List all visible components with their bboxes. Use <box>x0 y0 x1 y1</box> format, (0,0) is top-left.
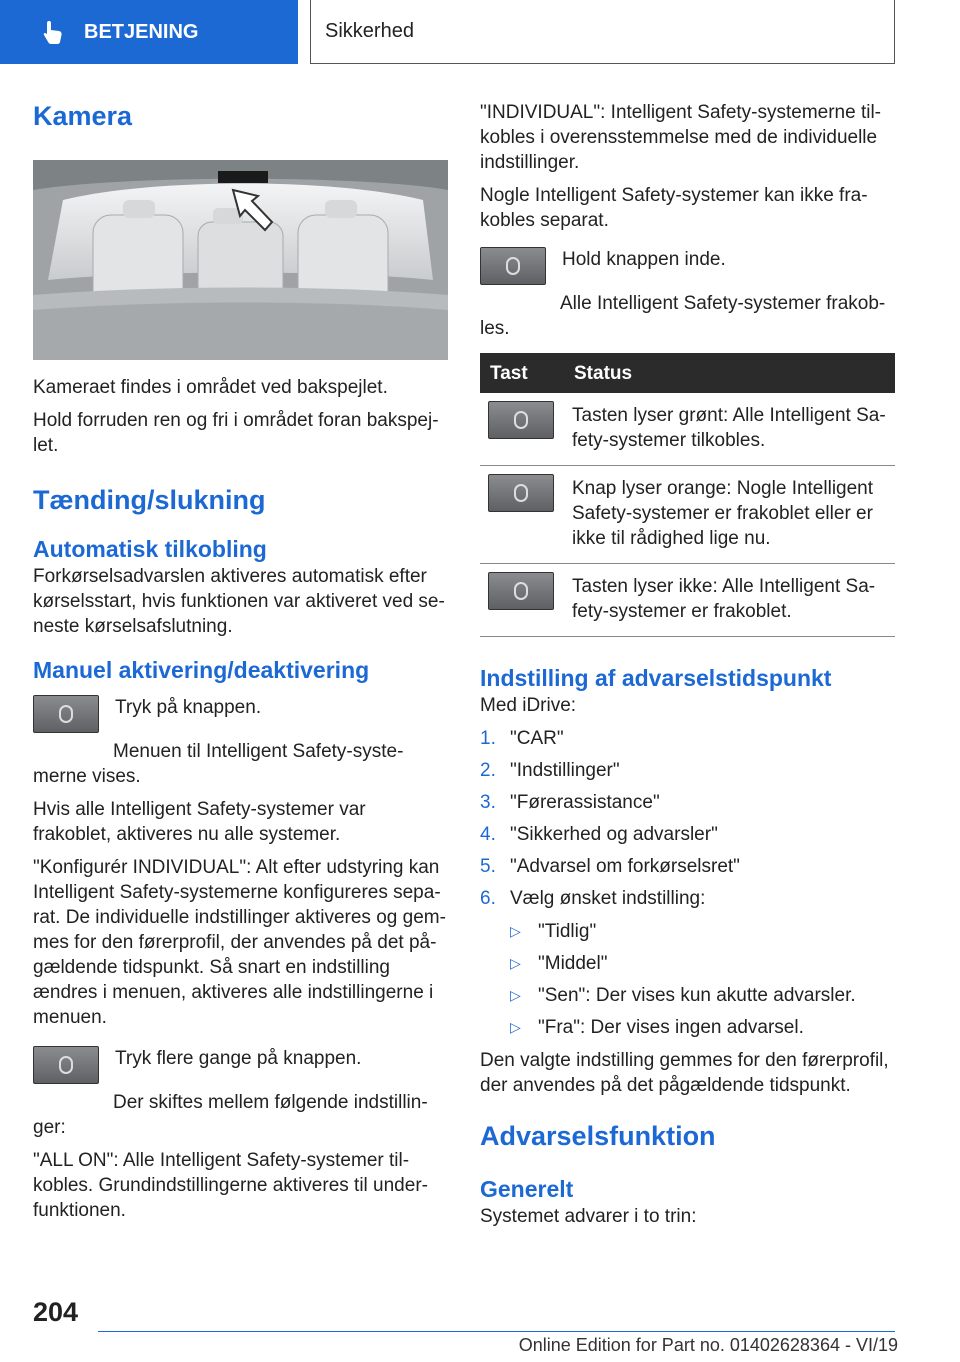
footer-divider <box>98 1331 895 1332</box>
heading-advarselsfunktion: Advarselsfunktion <box>480 1121 716 1151</box>
triangle-bullet-icon: ▷ <box>510 923 521 939</box>
heading-automatisk-tilkobling: Automatisk tilkobling <box>33 536 267 562</box>
btn3-line-1: Hold knappen inde. <box>562 249 726 270</box>
list-item: 4. "Sikkerhed og advarsler" <box>480 824 718 845</box>
manuel-paragraph-2: "Konfigurér INDIVIDUAL": Alt efter udstyring kan Intelligent Safety-systemerne konfigureres sepa-rat. De individuelle indstillinger aktiveres og gem-mes for den førerprofil, der anvendes på det på-gældende tidspunkt. Så snart en indstilling ændres i menuen, aktiveres alle indstillingerne i menuen. <box>33 857 446 1028</box>
table-header-tast: Tast <box>480 353 564 393</box>
edition-text: Online Edition for Part no. 01402628364 - VI/19 <box>518 1335 898 1355</box>
triangle-bullet-icon: ▷ <box>510 1019 521 1035</box>
subsection-tab <box>310 0 895 64</box>
triangle-bullet-icon: ▷ <box>510 955 521 971</box>
list-item: 6. Vælg ønsket indstilling: <box>480 888 706 909</box>
hand-pointer-icon <box>40 19 66 45</box>
kamera-paragraph-2: Hold forruden ren og fri i området foran bakspej-let. <box>33 410 439 456</box>
table-row <box>480 466 895 564</box>
auto-paragraph: Forkørselsadvarslen aktiveres automatisk efter kørselsstart, hvis funktionen var aktiveret ved se-neste kørselsafslutning. <box>33 566 445 637</box>
table-row <box>480 393 895 466</box>
intelligent-safety-button-icon <box>480 247 546 285</box>
intelligent-safety-button-icon <box>488 572 554 610</box>
btn3-line-2: Alle Intelligent Safety-systemer frakob-les. <box>480 293 886 339</box>
button-instruction-3 <box>480 247 895 285</box>
left-column <box>33 100 448 1231</box>
button-instruction-2 <box>33 1046 448 1084</box>
heading-generelt: Generelt <box>480 1176 574 1202</box>
heading-taending-slukning: Tænding/slukning <box>33 485 266 515</box>
subsection-title: Sikkerhed <box>325 20 414 42</box>
status-text: Tasten lyser ikke: Alle Intelligent Sa-fety-systemer er frakoblet. <box>564 564 895 637</box>
list-item: ▷ "Sen": Der vises kun akutte advarsler. <box>510 985 856 1006</box>
list-item: 3. "Førerassistance" <box>480 792 660 813</box>
table-row <box>480 564 895 637</box>
btn2-line-1: Tryk flere gange på knappen. <box>115 1048 362 1069</box>
list-item: 1. "CAR" <box>480 728 564 749</box>
heading-indstilling-advarselstidspunkt: Indstilling af advarselstidspunkt <box>480 665 832 691</box>
rear-camera-photo <box>33 160 448 360</box>
btn1-line-2: Menuen til Intelligent Safety-syste-merne vises. <box>33 741 404 787</box>
saved-paragraph: Den valgte indstilling gemmes for den førerprofil, der anvendes på det pågældende tidspunkt. <box>480 1050 889 1096</box>
status-text: Knap lyser orange: Nogle Intelligent Safety-systemer er frakoblet eller er ikke til rådighed lige nu. <box>564 466 895 564</box>
manuel-paragraph-3: "ALL ON": Alle Intelligent Safety-systemer til-kobles. Grundindstillingerne aktiveres til under-funktionen. <box>33 1150 428 1221</box>
section-tab-betjening <box>0 0 298 64</box>
list-item: 5. "Advarsel om forkørselsret" <box>480 856 740 877</box>
page-number: 204 <box>33 1297 79 1327</box>
triangle-bullet-icon: ▷ <box>510 987 521 1003</box>
right-column <box>480 100 895 1237</box>
heading-kamera: Kamera <box>33 101 133 131</box>
list-item: ▷ "Middel" <box>510 953 608 974</box>
generelt-paragraph: Systemet advarer i to trin: <box>480 1206 697 1227</box>
status-table <box>480 353 895 637</box>
heading-manuel-aktivering: Manuel aktivering/deaktivering <box>33 657 370 683</box>
manuel-paragraph-1: Hvis alle Intelligent Safety-systemer var frakoblet, aktiveres nu alle systemer. <box>33 799 366 845</box>
kamera-paragraph-1: Kameraet findes i området ved bakspejlet. <box>33 377 388 398</box>
section-title: BETJENING <box>84 20 199 43</box>
options-list <box>480 919 895 1040</box>
intelligent-safety-button-icon <box>33 1046 99 1084</box>
list-item: 2. "Indstillinger" <box>480 760 620 781</box>
intelligent-safety-button-icon <box>488 401 554 439</box>
button-instruction-1 <box>33 695 448 733</box>
intelligent-safety-button-icon <box>488 474 554 512</box>
steps-list <box>480 726 895 911</box>
btn1-line-1: Tryk på knappen. <box>115 697 262 718</box>
separat-paragraph: Nogle Intelligent Safety-systemer kan ikke fra-kobles separat. <box>480 185 868 231</box>
idrive-label: Med iDrive: <box>480 695 577 716</box>
table-header-status: Status <box>564 353 895 393</box>
individual-paragraph: "INDIVIDUAL": Intelligent Safety-systemerne til-kobles i overensstemmelse med de individuelle indstillinger. <box>480 102 882 173</box>
list-item: ▷ "Fra": Der vises ingen advarsel. <box>510 1017 804 1038</box>
intelligent-safety-button-icon <box>33 695 99 733</box>
list-item: ▷ "Tidlig" <box>510 921 597 942</box>
status-text: Tasten lyser grønt: Alle Intelligent Sa-fety-systemer tilkobles. <box>564 393 895 466</box>
btn2-line-2: Der skiftes mellem følgende indstillin-ger: <box>33 1092 428 1138</box>
